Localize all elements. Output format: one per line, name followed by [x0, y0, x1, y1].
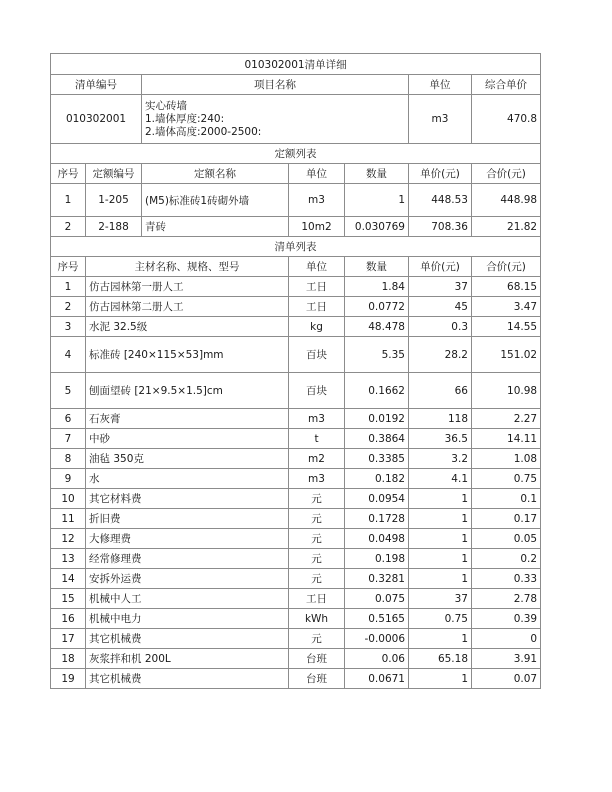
main-header-price: 综合单价 — [472, 75, 541, 95]
list-row — [51, 549, 541, 569]
list-name: 机械中电力 — [86, 609, 289, 629]
list-qty: 0.0192 — [345, 409, 409, 429]
list-seq: 4 — [51, 337, 86, 373]
list-total: 151.02 — [472, 337, 541, 373]
list-qty: 0.06 — [345, 649, 409, 669]
quota-qty: 0.030769 — [345, 217, 409, 237]
list-qty: 48.478 — [345, 317, 409, 337]
list-qty: 0.0498 — [345, 529, 409, 549]
sheet-title: 010302001清单详细 — [51, 54, 541, 75]
bill-detail-table — [50, 53, 541, 689]
list-unit: 元 — [289, 529, 345, 549]
list-name: 大修理费 — [86, 529, 289, 549]
list-row — [51, 277, 541, 297]
list-total: 3.47 — [472, 297, 541, 317]
list-total: 14.55 — [472, 317, 541, 337]
list-qty: 0.0772 — [345, 297, 409, 317]
list-seq: 7 — [51, 429, 86, 449]
list-total: 2.27 — [472, 409, 541, 429]
list-name: 仿古园林第二册人工 — [86, 297, 289, 317]
list-name: 其它材料费 — [86, 489, 289, 509]
list-qty: 0.0954 — [345, 489, 409, 509]
quota-header-row — [51, 164, 541, 184]
list-price: 1 — [409, 529, 472, 549]
list-unit: 百块 — [289, 337, 345, 373]
list-price: 37 — [409, 589, 472, 609]
list-unit: 元 — [289, 489, 345, 509]
list-price: 1 — [409, 489, 472, 509]
list-price: 1 — [409, 629, 472, 649]
main-header-name: 项目名称 — [142, 75, 409, 95]
quota-header-price: 单价(元) — [409, 164, 472, 184]
list-unit: kWh — [289, 609, 345, 629]
quota-total: 448.98 — [472, 184, 541, 217]
quota-header-unit: 单位 — [289, 164, 345, 184]
list-seq: 6 — [51, 409, 86, 429]
list-price: 37 — [409, 277, 472, 297]
list-qty: 0.3281 — [345, 569, 409, 589]
list-seq: 9 — [51, 469, 86, 489]
quota-header-total: 合价(元) — [472, 164, 541, 184]
quota-header-seq: 序号 — [51, 164, 86, 184]
list-unit: 工日 — [289, 589, 345, 609]
quota-header-name: 定额名称 — [142, 164, 289, 184]
list-price: 65.18 — [409, 649, 472, 669]
list-price: 1 — [409, 669, 472, 689]
list-header-name: 主材名称、规格、型号 — [86, 257, 289, 277]
quota-header-qty: 数量 — [345, 164, 409, 184]
list-seq: 16 — [51, 609, 86, 629]
list-seq: 11 — [51, 509, 86, 529]
list-seq: 1 — [51, 277, 86, 297]
main-item-price: 470.8 — [472, 95, 541, 144]
quota-seq: 1 — [51, 184, 86, 217]
quota-name: (M5)标准砖1砖砌外墙 — [142, 184, 289, 217]
list-seq: 14 — [51, 569, 86, 589]
list-price: 45 — [409, 297, 472, 317]
list-header-unit: 单位 — [289, 257, 345, 277]
list-row — [51, 373, 541, 409]
list-name: 其它机械费 — [86, 629, 289, 649]
list-seq: 13 — [51, 549, 86, 569]
quota-unit: 10m2 — [289, 217, 345, 237]
list-qty: -0.0006 — [345, 629, 409, 649]
list-name: 中砂 — [86, 429, 289, 449]
list-price: 0.3 — [409, 317, 472, 337]
list-qty: 0.3864 — [345, 429, 409, 449]
list-total: 0.33 — [472, 569, 541, 589]
list-row — [51, 529, 541, 549]
list-name: 刨面望砖 [21×9.5×1.5]cm — [86, 373, 289, 409]
list-total: 2.78 — [472, 589, 541, 609]
list-name: 标准砖 [240×115×53]mm — [86, 337, 289, 373]
quota-row — [51, 184, 541, 217]
list-price: 0.75 — [409, 609, 472, 629]
main-item-unit: m3 — [409, 95, 472, 144]
list-seq: 2 — [51, 297, 86, 317]
list-row — [51, 337, 541, 373]
list-seq: 18 — [51, 649, 86, 669]
list-name: 水泥 32.5级 — [86, 317, 289, 337]
list-row — [51, 609, 541, 629]
list-header-row — [51, 257, 541, 277]
list-price: 3.2 — [409, 449, 472, 469]
list-qty: 0.1728 — [345, 509, 409, 529]
list-name: 折旧费 — [86, 509, 289, 529]
list-name: 水 — [86, 469, 289, 489]
main-header-code: 清单编号 — [51, 75, 142, 95]
list-total: 0.17 — [472, 509, 541, 529]
list-unit: 元 — [289, 549, 345, 569]
list-row — [51, 489, 541, 509]
list-total: 0.75 — [472, 469, 541, 489]
list-name: 安拆外运费 — [86, 569, 289, 589]
list-row — [51, 589, 541, 609]
list-qty: 0.198 — [345, 549, 409, 569]
quota-code: 1-205 — [86, 184, 142, 217]
list-total: 0.07 — [472, 669, 541, 689]
list-qty: 5.35 — [345, 337, 409, 373]
list-row — [51, 649, 541, 669]
main-item-row — [51, 95, 541, 144]
list-qty: 0.3385 — [345, 449, 409, 469]
list-total: 10.98 — [472, 373, 541, 409]
list-qty: 0.5165 — [345, 609, 409, 629]
list-name: 油毡 350克 — [86, 449, 289, 469]
list-header-total: 合价(元) — [472, 257, 541, 277]
list-unit: 元 — [289, 629, 345, 649]
list-seq: 12 — [51, 529, 86, 549]
list-price: 4.1 — [409, 469, 472, 489]
list-price: 66 — [409, 373, 472, 409]
list-qty: 0.1662 — [345, 373, 409, 409]
list-row — [51, 569, 541, 589]
list-unit: m3 — [289, 469, 345, 489]
list-seq: 17 — [51, 629, 86, 649]
list-row — [51, 509, 541, 529]
quota-row — [51, 217, 541, 237]
list-price: 1 — [409, 509, 472, 529]
list-price: 28.2 — [409, 337, 472, 373]
list-price: 36.5 — [409, 429, 472, 449]
bill-detail-sheet — [50, 53, 540, 689]
list-row — [51, 629, 541, 649]
list-total: 0.1 — [472, 489, 541, 509]
list-seq: 15 — [51, 589, 86, 609]
list-row — [51, 669, 541, 689]
list-name: 石灰膏 — [86, 409, 289, 429]
list-unit: m3 — [289, 409, 345, 429]
list-name: 经常修理费 — [86, 549, 289, 569]
list-seq: 5 — [51, 373, 86, 409]
main-item-name-line: 1.墙体厚度:240: — [145, 112, 225, 125]
list-unit: 工日 — [289, 297, 345, 317]
list-total: 0.39 — [472, 609, 541, 629]
list-total: 14.11 — [472, 429, 541, 449]
list-unit: 台班 — [289, 669, 345, 689]
list-total: 0.2 — [472, 549, 541, 569]
list-header-qty: 数量 — [345, 257, 409, 277]
list-total: 0 — [472, 629, 541, 649]
quota-section-title: 定额列表 — [51, 144, 541, 164]
list-name: 机械中人工 — [86, 589, 289, 609]
list-unit: t — [289, 429, 345, 449]
quota-total: 21.82 — [472, 217, 541, 237]
quota-header-code: 定额编号 — [86, 164, 142, 184]
list-seq: 3 — [51, 317, 86, 337]
list-row — [51, 429, 541, 449]
quota-code: 2-188 — [86, 217, 142, 237]
quota-seq: 2 — [51, 217, 86, 237]
list-name: 灰浆拌和机 200L — [86, 649, 289, 669]
list-header-price: 单价(元) — [409, 257, 472, 277]
list-row — [51, 469, 541, 489]
list-qty: 0.075 — [345, 589, 409, 609]
quota-name: 青砖 — [142, 217, 289, 237]
list-unit: 元 — [289, 509, 345, 529]
list-section-title: 清单列表 — [51, 237, 541, 257]
list-unit: 百块 — [289, 373, 345, 409]
list-price: 1 — [409, 569, 472, 589]
list-row — [51, 317, 541, 337]
main-item-code: 010302001 — [51, 95, 142, 144]
list-row — [51, 409, 541, 429]
list-total: 68.15 — [472, 277, 541, 297]
list-total: 0.05 — [472, 529, 541, 549]
list-row — [51, 449, 541, 469]
list-price: 1 — [409, 549, 472, 569]
main-item-name-line: 实心砖墙 — [145, 99, 187, 112]
quota-price: 708.36 — [409, 217, 472, 237]
list-seq: 19 — [51, 669, 86, 689]
list-name: 仿古园林第一册人工 — [86, 277, 289, 297]
quota-unit: m3 — [289, 184, 345, 217]
list-header-seq: 序号 — [51, 257, 86, 277]
list-qty: 0.0671 — [345, 669, 409, 689]
list-total: 1.08 — [472, 449, 541, 469]
main-item-name-line: 2.墙体高度:2000-2500: — [145, 125, 262, 138]
quota-qty: 1 — [345, 184, 409, 217]
list-unit: 工日 — [289, 277, 345, 297]
list-seq: 10 — [51, 489, 86, 509]
main-item-name — [142, 95, 409, 144]
quota-price: 448.53 — [409, 184, 472, 217]
list-unit: 元 — [289, 569, 345, 589]
list-qty: 0.182 — [345, 469, 409, 489]
main-header-unit: 单位 — [409, 75, 472, 95]
list-qty: 1.84 — [345, 277, 409, 297]
list-row — [51, 297, 541, 317]
list-unit: m2 — [289, 449, 345, 469]
list-unit: 台班 — [289, 649, 345, 669]
main-header-row — [51, 75, 541, 95]
list-unit: kg — [289, 317, 345, 337]
list-price: 118 — [409, 409, 472, 429]
list-seq: 8 — [51, 449, 86, 469]
list-name: 其它机械费 — [86, 669, 289, 689]
list-total: 3.91 — [472, 649, 541, 669]
